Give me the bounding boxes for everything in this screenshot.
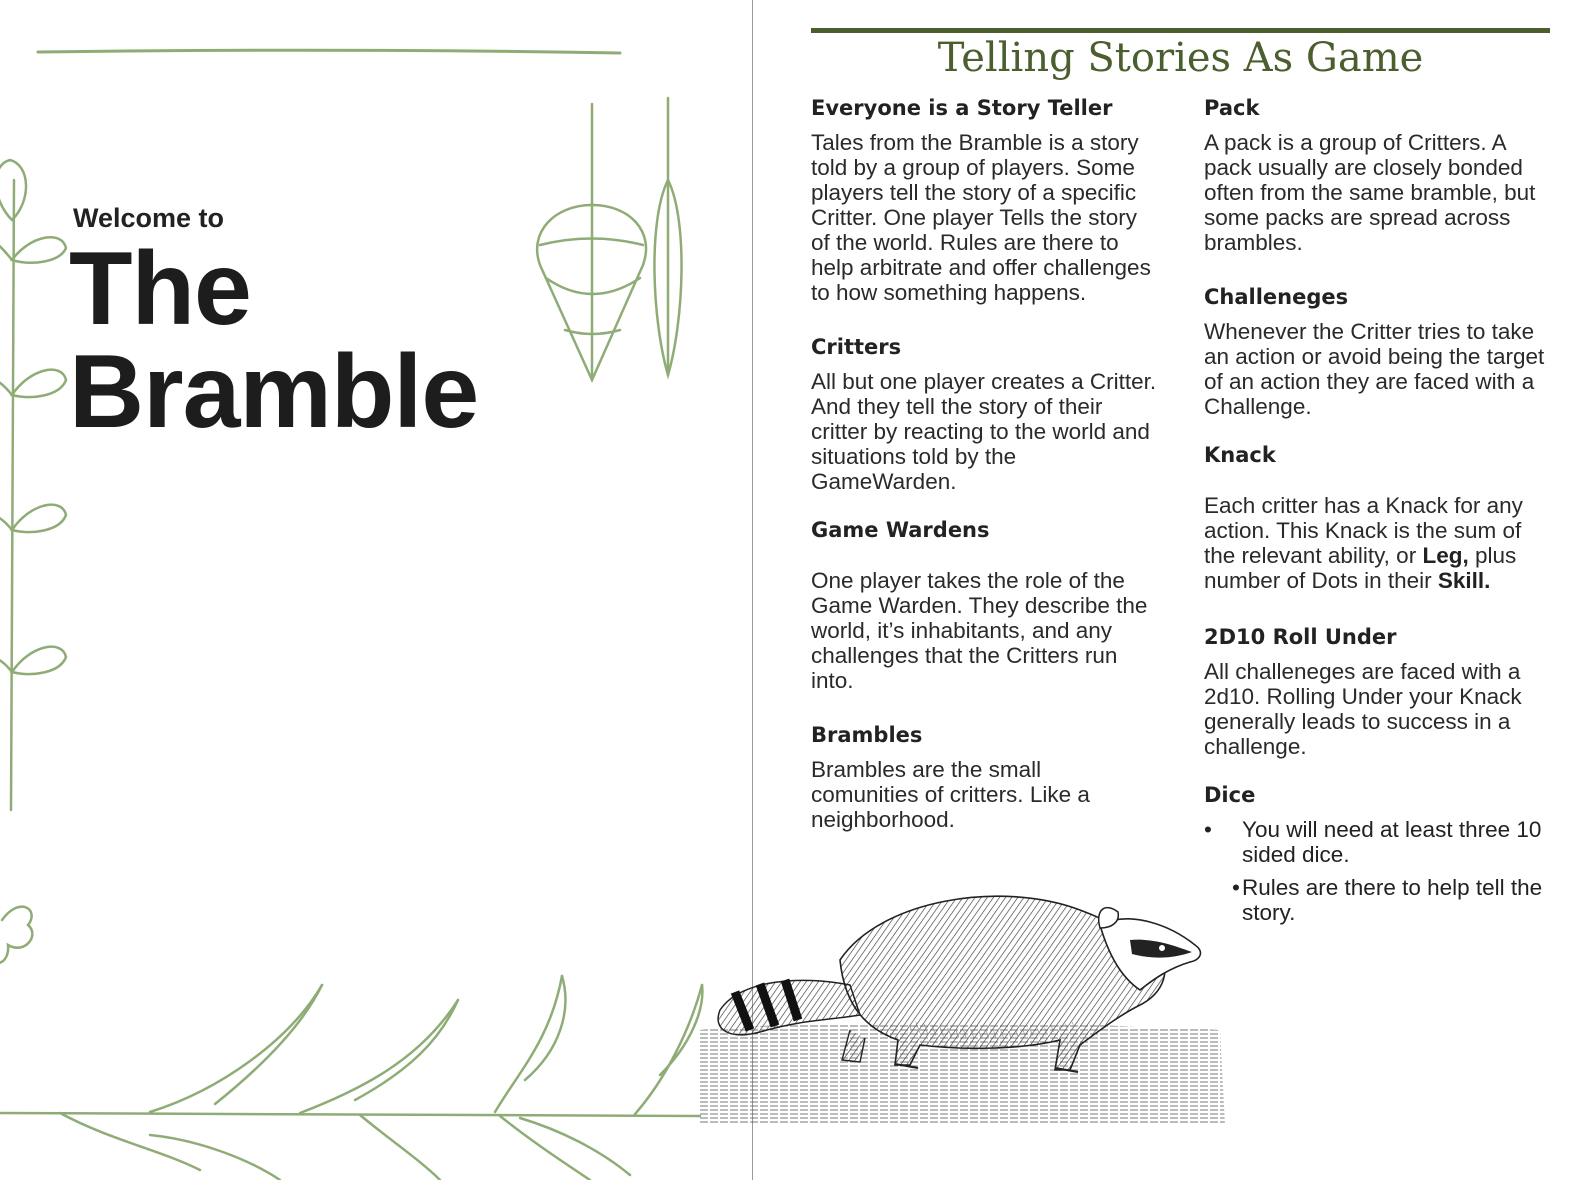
section-body: A pack is a group of Critters. A pack usually are closely bonded often from the same bramble, but some packs are spread across brambles. [1204, 130, 1536, 255]
welcome-label: Welcome to [73, 203, 225, 233]
section-title: Everyone is a Story Teller [811, 96, 1113, 120]
knack-text-1: Each critter has a Knack for any action. This Knack is the sum of the relevant ability, or [1204, 493, 1523, 568]
knack-text-2: plus number of Dots in their [1204, 543, 1517, 593]
knack-bold-skill: Skill. [1437, 568, 1491, 593]
book-title-line-2: Bramble [69, 334, 479, 450]
section-critters [811, 333, 1161, 494]
section-title: Dice [1204, 783, 1256, 807]
left-column [811, 94, 1161, 854]
section-pack [1204, 94, 1554, 255]
section-title: 2D10 Roll Under [1204, 625, 1397, 649]
right-column [1204, 94, 1554, 947]
page-title: Telling Stories As Game [937, 35, 1424, 81]
section-title: Pack [1204, 96, 1260, 120]
dice-bullet-list [1204, 817, 1554, 925]
section-story-teller [811, 94, 1161, 305]
section-brambles [811, 721, 1161, 832]
list-item: • Rules are there to help tell the story. [1232, 875, 1543, 925]
section-challenges [1204, 283, 1554, 419]
section-body: Brambles are the small comunities of critters. Like a neighborhood. [811, 757, 1090, 832]
section-body: All but one player creates a Critter. And they tell the story of their critter by reacting to the world and situations told by the GameWarden. [811, 369, 1157, 494]
section-body: One player takes the role of the Game Warden. They describe the world, it’s inhabitants, and any challenges that the Critters run into. [811, 568, 1148, 693]
section-title: Critters [811, 335, 902, 359]
raccoon-illustration [700, 880, 1230, 1130]
book-title-line-1: The [69, 231, 251, 347]
list-item: • You will need at least three 10 sided dice. [1204, 817, 1542, 867]
book-title [69, 231, 479, 450]
section-body: All challeneges are faced with a 2d10. Rolling Under your Knack generally leads to success in a challenge. [1204, 659, 1522, 759]
section-body: Whenever the Critter tries to take an action or avoid being the target of an action they are faced with a Challenge. [1204, 319, 1545, 419]
knack-bold-leg: Leg, [1422, 543, 1469, 568]
section-body: Tales from the Bramble is a story told by a group of players. Some players tell the story of a specific Critter. One player Tells the story of the world. Rules are there to help arbitrate and offer challenges to how something happens. [811, 130, 1151, 305]
section-title: Brambles [811, 723, 923, 747]
bullet-icon: • [1232, 875, 1240, 900]
section-knack [1204, 441, 1554, 593]
section-game-wardens [811, 516, 1161, 693]
section-roll-under [1204, 623, 1554, 759]
section-body [1204, 493, 1554, 593]
section-title: Game Wardens [811, 518, 990, 542]
section-title: Knack [1204, 443, 1276, 467]
section-dice [1204, 781, 1554, 925]
heading-rule [811, 28, 1550, 33]
bullet-icon: • [1204, 817, 1212, 842]
section-title: Challeneges [1204, 285, 1349, 309]
